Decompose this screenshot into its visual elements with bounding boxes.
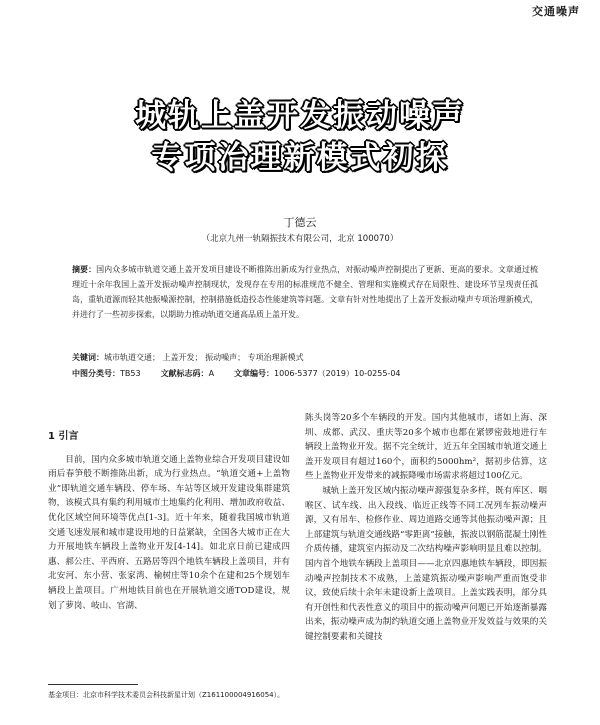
footnote-divider — [48, 684, 138, 685]
keywords — [72, 352, 538, 363]
body-paragraph: 目前，国内众多城市轨道交通上盖物业综合开发项目建设如雨后春笋般不断推陈出新，成为行业热点。“轨道交通+上盖物业”即轨道交通车辆段、停车场、车站等区域开发建设集群建筑物，该模式具有集约利用城市土地集约化利用、增加政府收益、优化区域空间环境等优点[1-3]。近十年来，随着我国城市轨道交通飞速发展和城市建设用地的日益紧缺，全国各大城市正在大力开展地铁车辆段上盖物业开发[4-14]。如北京日前已建成四惠、郝公庄、平西府、五路居等四个地铁车辆段上盖项目，并有北安河、东小营、张家湾、榆树庄等10余个在建和25个规划车辆段上盖项目。广州地铁目前也在开展轨道交通TOD建设，规划了萝岗、岐山、官湖、 — [48, 454, 290, 611]
body-column-left — [48, 412, 290, 613]
body-paragraph: 城轨上盖开发区域内振动噪声源强复杂多样，既有库区、咽喉区、试车线、出入段线、临近正线等不同工况列车振动噪声源，又有吊车、检修作业、周边道路交通等其他振动噪声源；且上部建筑与轨道交通线路“零距离”接触，振波以钢筋混凝土刚性介质传播，建筑室内振动及二次结构噪声影响明显且难以控制。国内首个地铁车辆段上盖项目——北京四惠地铁车辆段，即因振动噪声控制技术不成熟，上盖建筑振动噪声影响严重而饱受非议，致使后续十余年未建设新上盖项目。上盖实践表明，部分具有开创性和代表性意义的项目中的振动噪声问题已开始逐渐暴露出来，振动噪声成为制约轨道交通上盖物业开发效益与效果的关键控制要素和关键技 — [305, 485, 547, 642]
clc-value: TB53 — [120, 369, 141, 378]
abstract-label: 摘要： — [72, 265, 97, 274]
doc-code-value: A — [208, 369, 215, 378]
article-metadata — [72, 368, 401, 379]
abstract — [72, 262, 538, 322]
keywords-text: 城市轨道交通； 上盖开发； 振动噪声； 专项治理新模式 — [104, 353, 304, 362]
section-heading-introduction: 1 引言 — [48, 431, 79, 442]
abstract-text: 国内众多城市轨道交通上盖开发项目建设不断推陈出新成为行业热点，对振动噪声控制提出了更新、更高的要求。文章通过梳理近十余年我国上盖开发振动噪声控制现状，发现存在专用的标准规范不健全、管理和实施模式存在局限性、建设环节呈现责任孤岛，重轨道源而轻其他振噪源控制，控制措施低造投态性能建筑等问题。文章有针对性地提出了上盖开发振动噪声专项治理新模式，并进行了一些初步探索，以期助力推动轨道交通高品质上盖开发。 — [72, 265, 538, 319]
article-id-value: 1006-5377（2019）10-0255-04 — [274, 369, 401, 378]
journal-section-tag: 交通噪声 — [532, 5, 580, 18]
article-title-line-2: 专项治理新模式初探 — [151, 140, 449, 176]
doc-code-label: 文献标志码： — [160, 369, 209, 378]
article-title-line-1: 城轨上盖开发振动噪声 — [135, 98, 465, 134]
funding-footnote: 基金项目：北京市科学技术委员会科技新星计划（Z161100004916054）。 — [48, 691, 285, 699]
article-id-label: 文章编号： — [234, 369, 275, 378]
author-name: 丁德云 — [283, 216, 317, 229]
body-column-right — [305, 411, 547, 645]
keywords-label: 关键词： — [72, 353, 104, 362]
clc-label: 中图分类号： — [72, 369, 120, 378]
body-paragraph: 陈头岗等20多个车辆段的开发。国内其他城市，诸如上海、深圳、成都、武汉、重庆等20多个城市也都在紧锣密鼓地进行车辆段上盖物业开发。据不完全统计，近五年全国城市轨道交通上盖开发项目有超过160个，面积约5000hm²，据初步估算，这些上盖物业开发带来的减振降噪市场需求将超过100亿元。 — [305, 413, 547, 482]
author-affiliation: （北京九州一轨隔振技术有限公司，北京 100070） — [201, 234, 399, 244]
